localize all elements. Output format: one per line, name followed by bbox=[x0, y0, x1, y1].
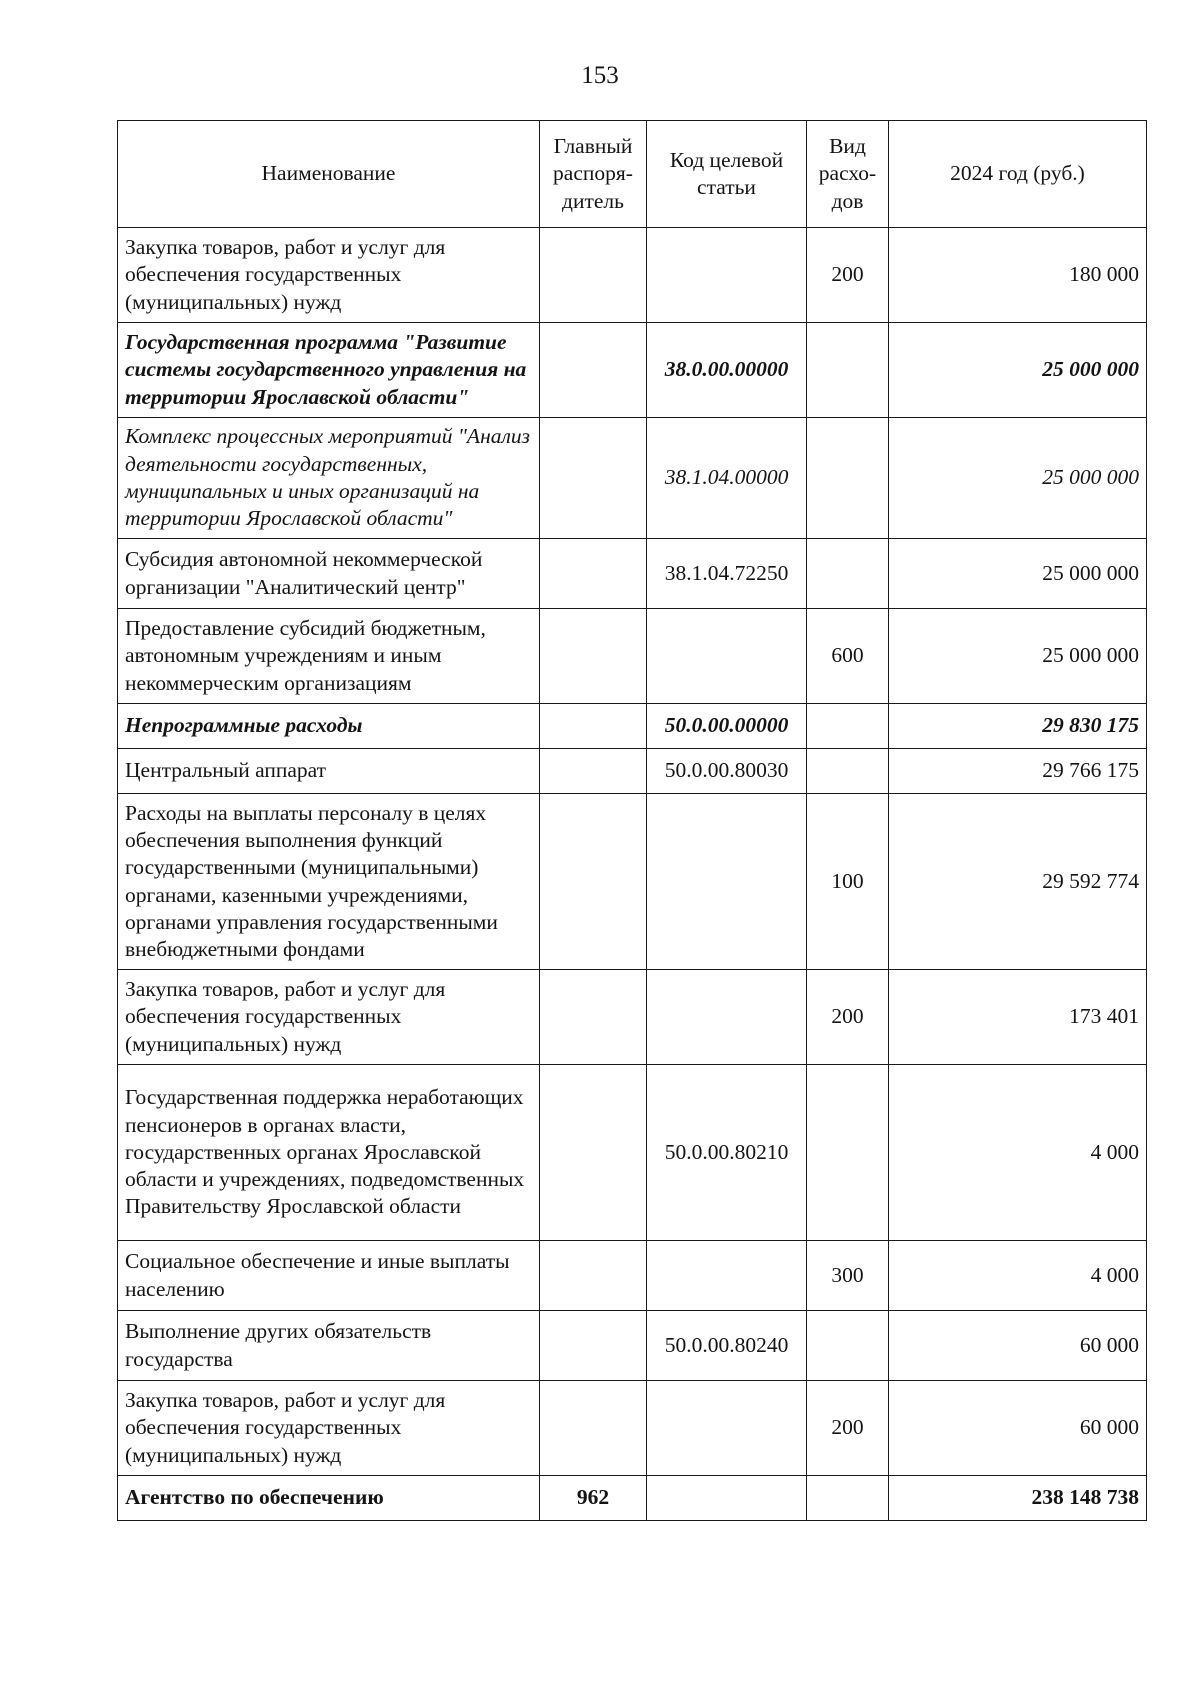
header-expense-type: Вид расхо-дов bbox=[807, 121, 889, 228]
row-code bbox=[647, 970, 807, 1065]
table-row bbox=[118, 1065, 1147, 1241]
row-amount: 60 000 bbox=[889, 1311, 1147, 1381]
row-code bbox=[647, 1241, 807, 1311]
row-amount: 238 148 738 bbox=[889, 1476, 1147, 1521]
page-number: 153 bbox=[581, 62, 619, 89]
row-amount: 60 000 bbox=[889, 1381, 1147, 1476]
row-distributor bbox=[540, 418, 647, 539]
table-row bbox=[118, 970, 1147, 1065]
row-name: Государственная программа "Развитие системы государственного управления на территории Ярославской области" bbox=[118, 323, 540, 418]
row-code: 50.0.00.80210 bbox=[647, 1065, 807, 1241]
table-row bbox=[118, 1241, 1147, 1311]
row-name: Комплекс процессных мероприятий "Анализ деятельности государственных, муниципальных и иных организаций на территории Ярославской области" bbox=[118, 418, 540, 539]
row-distributor bbox=[540, 794, 647, 970]
row-code: 50.0.00.00000 bbox=[647, 704, 807, 749]
row-amount: 25 000 000 bbox=[889, 418, 1147, 539]
row-type bbox=[807, 323, 889, 418]
row-code: 50.0.00.80240 bbox=[647, 1311, 807, 1381]
row-code: 38.1.04.00000 bbox=[647, 418, 807, 539]
row-distributor bbox=[540, 1241, 647, 1311]
header-target-code: Код целевой статьи bbox=[647, 121, 807, 228]
row-name: Выполнение других обязательств государства bbox=[118, 1311, 540, 1381]
row-amount: 29 830 175 bbox=[889, 704, 1147, 749]
row-code bbox=[647, 609, 807, 704]
row-amount: 29 592 774 bbox=[889, 794, 1147, 970]
row-code: 38.1.04.72250 bbox=[647, 539, 807, 609]
row-code: 38.0.00.00000 bbox=[647, 323, 807, 418]
row-type bbox=[807, 749, 889, 794]
table-row bbox=[118, 539, 1147, 609]
row-name: Закупка товаров, работ и услуг для обеспечения государственных (муниципальных) нужд bbox=[118, 228, 540, 323]
row-type: 200 bbox=[807, 970, 889, 1065]
row-type: 600 bbox=[807, 609, 889, 704]
row-type: 100 bbox=[807, 794, 889, 970]
row-name: Государственная поддержка неработающих пенсионеров в органах власти, государственных органах Ярославской области и учреждениях, подведомственных Правительству Ярославской области bbox=[118, 1065, 540, 1241]
row-amount: 25 000 000 bbox=[889, 539, 1147, 609]
row-name: Закупка товаров, работ и услуг для обеспечения государственных (муниципальных) нужд bbox=[118, 970, 540, 1065]
row-name: Предоставление субсидий бюджетным, автономным учреждениям и иным некоммерческим организациям bbox=[118, 609, 540, 704]
row-distributor bbox=[540, 749, 647, 794]
row-distributor bbox=[540, 323, 647, 418]
row-name: Центральный аппарат bbox=[118, 749, 540, 794]
table-row bbox=[118, 1311, 1147, 1381]
row-amount: 180 000 bbox=[889, 228, 1147, 323]
row-amount: 25 000 000 bbox=[889, 609, 1147, 704]
table-row bbox=[118, 704, 1147, 749]
row-type bbox=[807, 704, 889, 749]
row-name: Расходы на выплаты персоналу в целях обеспечения выполнения функций государственными (муниципальными) органами, казенными учреждениями, органами управления государственными внебюджетными фондами bbox=[118, 794, 540, 970]
table-row bbox=[118, 323, 1147, 418]
row-distributor bbox=[540, 704, 647, 749]
row-type bbox=[807, 418, 889, 539]
row-code: 50.0.00.80030 bbox=[647, 749, 807, 794]
row-type: 200 bbox=[807, 1381, 889, 1476]
table-row bbox=[118, 609, 1147, 704]
table-row bbox=[118, 1476, 1147, 1521]
row-name: Закупка товаров, работ и услуг для обеспечения государственных (муниципальных) нужд bbox=[118, 1381, 540, 1476]
table-header-row bbox=[118, 121, 1147, 228]
row-amount: 173 401 bbox=[889, 970, 1147, 1065]
row-code bbox=[647, 1476, 807, 1521]
row-type: 300 bbox=[807, 1241, 889, 1311]
row-amount: 4 000 bbox=[889, 1065, 1147, 1241]
row-distributor bbox=[540, 539, 647, 609]
table-row bbox=[118, 794, 1147, 970]
header-name: Наименование bbox=[118, 121, 540, 228]
row-distributor bbox=[540, 1381, 647, 1476]
row-distributor bbox=[540, 970, 647, 1065]
row-amount: 29 766 175 bbox=[889, 749, 1147, 794]
table-row bbox=[118, 228, 1147, 323]
row-name: Социальное обеспечение и иные выплаты населению bbox=[118, 1241, 540, 1311]
budget-table bbox=[117, 120, 1147, 1521]
row-name: Агентство по обеспечению bbox=[118, 1476, 540, 1521]
row-code bbox=[647, 794, 807, 970]
row-amount: 4 000 bbox=[889, 1241, 1147, 1311]
row-code bbox=[647, 228, 807, 323]
header-amount: 2024 год (руб.) bbox=[889, 121, 1147, 228]
row-distributor bbox=[540, 1311, 647, 1381]
row-name: Непрограммные расходы bbox=[118, 704, 540, 749]
table-row bbox=[118, 1381, 1147, 1476]
row-type bbox=[807, 1311, 889, 1381]
table-row bbox=[118, 418, 1147, 539]
row-amount: 25 000 000 bbox=[889, 323, 1147, 418]
table-row bbox=[118, 749, 1147, 794]
row-distributor bbox=[540, 228, 647, 323]
row-distributor bbox=[540, 609, 647, 704]
row-name: Субсидия автономной некоммерческой организации "Аналитический центр" bbox=[118, 539, 540, 609]
row-distributor: 962 bbox=[540, 1476, 647, 1521]
row-type bbox=[807, 1476, 889, 1521]
row-type bbox=[807, 1065, 889, 1241]
row-distributor bbox=[540, 1065, 647, 1241]
row-code bbox=[647, 1381, 807, 1476]
row-type bbox=[807, 539, 889, 609]
row-type: 200 bbox=[807, 228, 889, 323]
header-distributor: Главный распоря-дитель bbox=[540, 121, 647, 228]
